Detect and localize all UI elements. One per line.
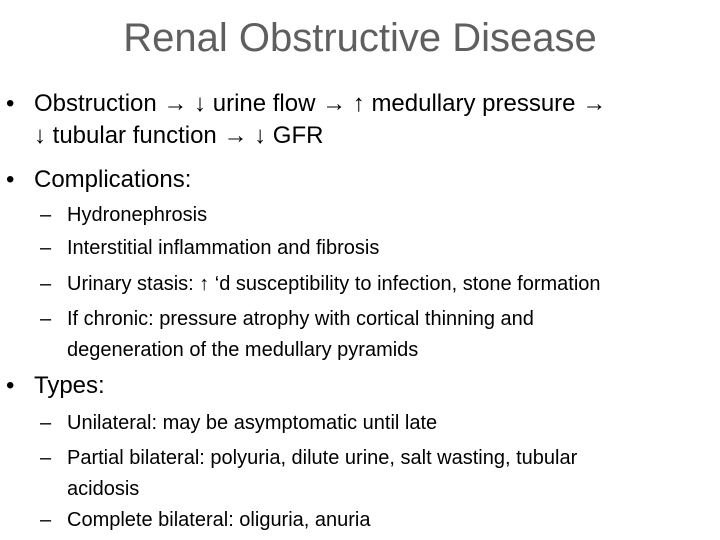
bullet-text: Types:: [34, 372, 105, 399]
bullet-marker: •: [6, 90, 15, 117]
dash-marker: –: [40, 273, 52, 295]
complication-item: [40, 233, 379, 264]
item-text: Hydronephrosis: [67, 204, 208, 226]
dash-marker: –: [40, 308, 52, 330]
bullet-types: [6, 370, 105, 402]
complication-item: [40, 304, 534, 366]
item-text-line2: acidosis: [67, 478, 140, 500]
item-text-line1: If chronic: pressure atrophy with cortical thinning and: [67, 308, 534, 330]
bullet-text: Complications:: [34, 166, 192, 193]
type-item: [40, 505, 371, 536]
bullet-text-line1: Obstruction → ↓ urine flow → ↑ medullary pressure →: [34, 90, 607, 117]
item-text: Unilateral: may be asymptomatic until late: [67, 412, 438, 434]
dash-marker: –: [40, 509, 52, 531]
dash-marker: –: [40, 447, 52, 469]
item-text-line1: Partial bilateral: polyuria, dilute urine, salt wasting, tubular: [67, 447, 578, 469]
bullet-obstruction: [6, 88, 606, 152]
item-text: Urinary stasis: ↑ ‘d susceptibility to infection, stone formation: [67, 273, 601, 295]
bullet-marker: •: [6, 372, 15, 399]
bullet-complications: [6, 164, 191, 196]
bullet-text-line2: ↓ tubular function → ↓ GFR: [34, 122, 324, 149]
complication-item: [40, 269, 601, 300]
dash-marker: –: [40, 412, 52, 434]
item-text-line2: degeneration of the medullary pyramids: [67, 339, 419, 361]
dash-marker: –: [40, 204, 52, 226]
dash-marker: –: [40, 237, 52, 259]
complication-item: [40, 200, 207, 231]
slide-title: Renal Obstructive Disease: [123, 16, 597, 60]
type-item: [40, 443, 577, 505]
bullet-marker: •: [6, 166, 15, 193]
type-item: [40, 408, 437, 439]
item-text: Complete bilateral: oliguria, anuria: [67, 509, 371, 531]
item-text: Interstitial inflammation and fibrosis: [67, 237, 380, 259]
